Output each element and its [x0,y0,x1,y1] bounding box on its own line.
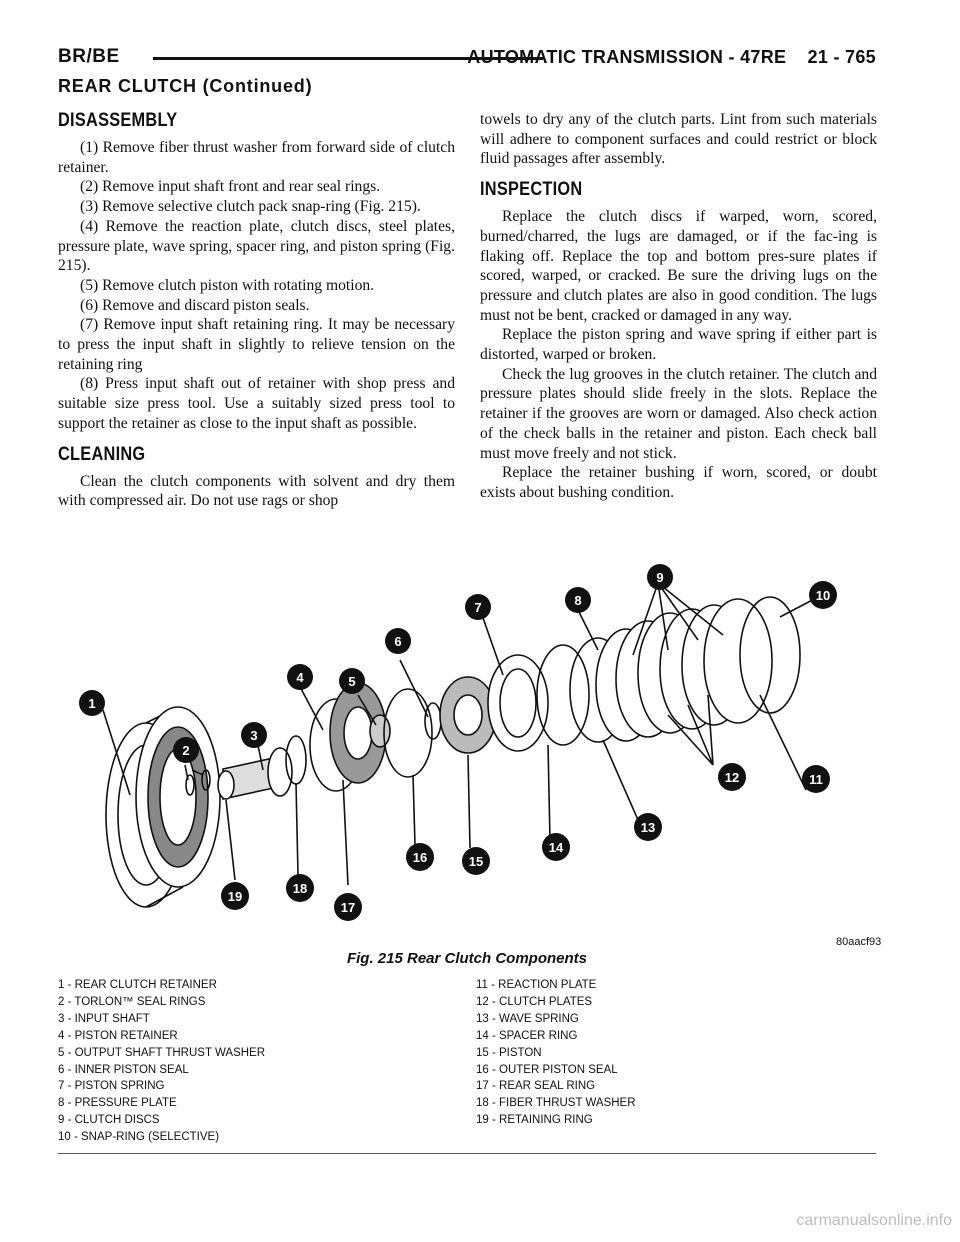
callout-5: 5 [348,674,356,689]
callout-7: 7 [474,600,482,615]
disassembly-step: (3) Remove selective clutch pack snap-ring (Fig. 215). [80,198,421,216]
watermark: carmanualsonline.info [796,1212,952,1229]
callout-1: 1 [88,696,96,711]
callout-4: 4 [296,670,304,685]
disassembly-step: (5) Remove clutch piston with rotating motion. [80,276,375,294]
callout-18: 18 [292,881,308,896]
cleaning-heading: CLEANING [58,443,146,465]
legend-item: 9 - CLUTCH DISCS [58,1114,160,1127]
rear-clutch-diagram [58,555,876,940]
legend-item: 5 - OUTPUT SHAFT THRUST WASHER [58,1046,266,1059]
callout-14: 14 [548,840,564,855]
legend-item: 8 - PRESSURE PLATE [58,1097,177,1110]
right-column [480,110,877,503]
legend-item: 6 - INNER PISTON SEAL [58,1063,189,1076]
disassembly-step: (8) Press input shaft out of retainer with shop press and suitable size press tool. Use a suitably sized press tool to support the retainer as close to the input shaft as possible. [58,375,455,432]
disassembly-step: (2) Remove input shaft front and rear seal rings. [80,178,381,196]
disassembly-heading: DISASSEMBLY [58,110,178,131]
callout-11: 11 [809,772,823,787]
legend-item: 14 - SPACER RING [476,1029,578,1042]
callout-13: 13 [640,820,656,835]
inspection-paragraph: Replace the retainer bushing if worn, scored, or doubt exists about bushing condition. [480,464,877,501]
page-header [58,44,876,74]
callout-15: 15 [468,854,484,869]
rear-clutch-retainer-drawing [106,707,220,907]
callout-6: 6 [394,634,402,649]
inspection-heading: INSPECTION [480,179,583,201]
figure-caption: Fig. 215 Rear Clutch Components [346,950,588,967]
header-section: AUTOMATIC TRANSMISSION - 47RE 21 - 765 [467,47,876,67]
disassembly-step: (7) Remove input shaft retaining ring. It may be necessary to press the input shaft in slightly to relieve tension on the retaining ring [58,316,455,373]
callout-19: 19 [227,889,243,904]
left-column [58,110,455,511]
legend-item: 2 - TORLON™ SEAL RINGS [58,995,206,1008]
legend-item: 12 - CLUTCH PLATES [476,995,593,1008]
callout-12: 12 [724,770,740,785]
callout-3: 3 [250,728,258,743]
legend-item: 3 - INPUT SHAFT [58,1012,150,1025]
legend-item: 16 - OUTER PISTON SEAL [476,1063,618,1076]
legend-item: 7 - PISTON SPRING [58,1080,165,1093]
callout-9: 9 [656,570,664,585]
continued-title: REAR CLUTCH (Continued) [58,76,313,96]
legend-item: 19 - RETAINING RING [476,1114,593,1127]
callout-2: 2 [182,743,190,758]
legend-item: 13 - WAVE SPRING [476,1012,579,1025]
legend-item: 11 - REACTION PLATE [476,979,597,991]
inspection-paragraph: Replace the piston spring and wave spring if either part is distorted, warped or broken. [480,326,877,364]
disassembly-step: (1) Remove fiber thrust washer from forward side of clutch retainer. [58,139,455,176]
legend-item: 15 - PISTON [476,1046,542,1059]
header-model: BR/BE [58,46,120,67]
callout-17: 17 [340,900,356,915]
callout-8: 8 [574,593,582,608]
exploded-view-figure [58,555,876,940]
legend-item: 18 - FIBER THRUST WASHER [476,1097,636,1110]
callout-10: 10 [815,588,831,603]
legend-right [476,977,636,1129]
disassembly-step: (4) Remove the reaction plate, clutch discs, steel plates, pressure plate, wave spring, spacer ring, and piston spring (Fig. 215). [58,217,455,275]
inspection-paragraph: Check the lug grooves in the clutch retainer. The clutch and pressure plates should slide freely in the slots. Replace the retainer if the grooves are worn or damaged. Also check action of the check balls in the retainer and piston. Each check ball must move freely and not stick. [480,365,877,462]
legend-item: 1 - REAR CLUTCH RETAINER [58,979,217,991]
legend-item: 10 - SNAP-RING (SELECTIVE) [58,1131,220,1144]
cleaning-text: Clean the clutch components with solvent and dry them with compressed air. Do not use rags or shop [58,472,455,510]
legend-item: 17 - REAR SEAL RING [476,1080,596,1093]
figure-code: 80aacf93 [836,936,882,948]
inspection-paragraph: Replace the clutch discs if warped, worn, scored, burned/charred, the lugs are damaged, or if the fac-ing is flaking off. Replace the top and bottom pres-sure plates if scored, warped, or cracked. Be sure the driving lugs on the pressure and clutch plates are also in good condition. The lugs must not be bent, cracked or damaged in any way. [480,208,877,324]
legend-item: 4 - PISTON RETAINER [58,1029,178,1042]
callout-16: 16 [412,850,428,865]
cleaning-text-continued: towels to dry any of the clutch parts. Lint from such materials will adhere to component surfaces and could restrict or block fluid passages after assembly. [480,111,877,168]
bottom-rule [58,1153,876,1154]
legend-left [58,977,265,1146]
disassembly-step: (6) Remove and discard piston seals. [80,296,310,314]
